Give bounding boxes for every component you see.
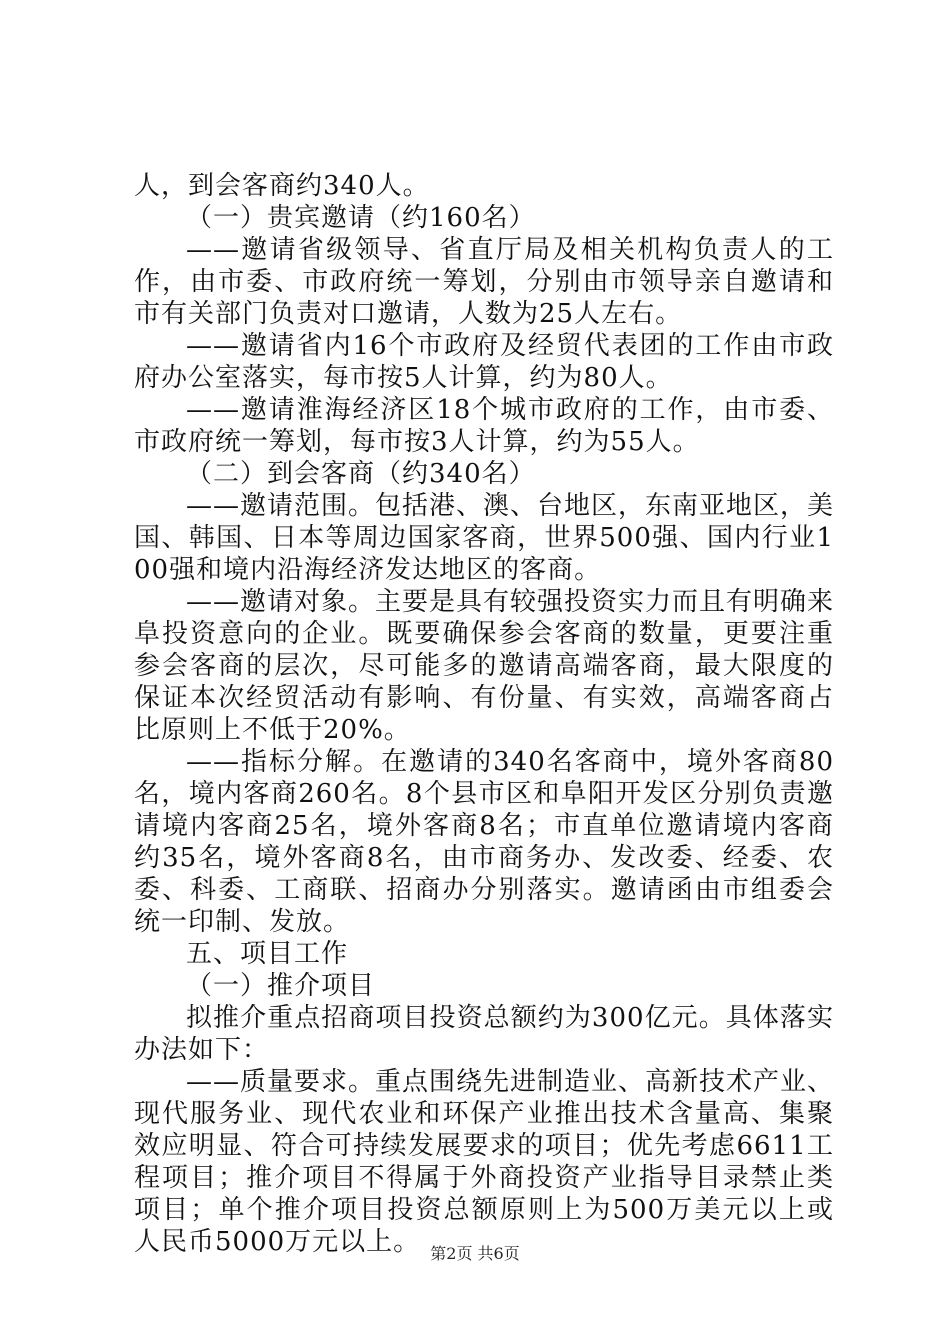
paragraph-10: （一）推介项目: [186, 971, 376, 1001]
paragraph-4: ——邀请淮海经济区18个城市政府的工作，由市委、市政府统一筹划，每市按3人计算，约为55人。: [134, 395, 834, 457]
paragraph-7: ——邀请对象。主要是具有较强投资实力而且有明确来阜投资意向的企业。既要确保参会客商的数量，更要注重参会客商的层次，尽可能多的邀请高端客商，最大限度的保证本次经贸活动有影响、有份量、有实效，高端客商占比原则上不低于20%。: [134, 587, 835, 745]
paragraph-6: ——邀请范围。包括港、澳、台地区，东南亚地区，美国、韩国、日本等周边国家客商，世界500强、国内行业100强和境内沿海经济发达地区的客商。: [134, 491, 835, 585]
paragraph-8: ——指标分解。在邀请的340名客商中，境外客商80名，境内客商260名。8个县市区和阜阳开发区分别负责邀请境内客商25名，境外客商8名；市直单位邀请境内客商约35名，境外客商8名，由市商务办、发改委、经委、农委、科委、工商联、招商办分别落实。邀请函由市组委会统一印制、发放。: [134, 747, 834, 937]
paragraph-1: （一）贵宾邀请（约160名）: [186, 203, 536, 233]
paragraph-11: 拟推介重点招商项目投资总额约为300亿元。具体落实办法如下：: [134, 1003, 834, 1065]
page-number-label: 第2页 共6页: [430, 1244, 520, 1263]
page-footer: [0, 1244, 950, 1264]
paragraph-3: ——邀请省内16个市政府及经贸代表团的工作由市政府办公室落实，每市按5人计算，约为80人。: [134, 331, 834, 393]
paragraph-2: ——邀请省级领导、省直厅局及相关机构负责人的工作，由市委、市政府统一筹划，分别由市领导亲自邀请和市有关部门负责对口邀请，人数为25人左右。: [134, 235, 834, 329]
paragraph-0: 人，到会客商约340人。: [134, 171, 430, 201]
document-body: [134, 170, 834, 1258]
paragraph-12: ——质量要求。重点围绕先进制造业、高新技术产业、现代服务业、现代农业和环保产业推出技术含量高、集聚效应明显、符合可持续发展要求的项目；优先考虑6611工程项目；推介项目不得属于外商投资产业指导目录禁止类项目；单个推介项目投资总额原则上为500万美元以上或人民币5000万元以上。: [134, 1067, 835, 1257]
paragraph-9: 五、项目工作: [186, 939, 349, 969]
paragraph-5: （二）到会客商（约340名）: [186, 459, 536, 489]
